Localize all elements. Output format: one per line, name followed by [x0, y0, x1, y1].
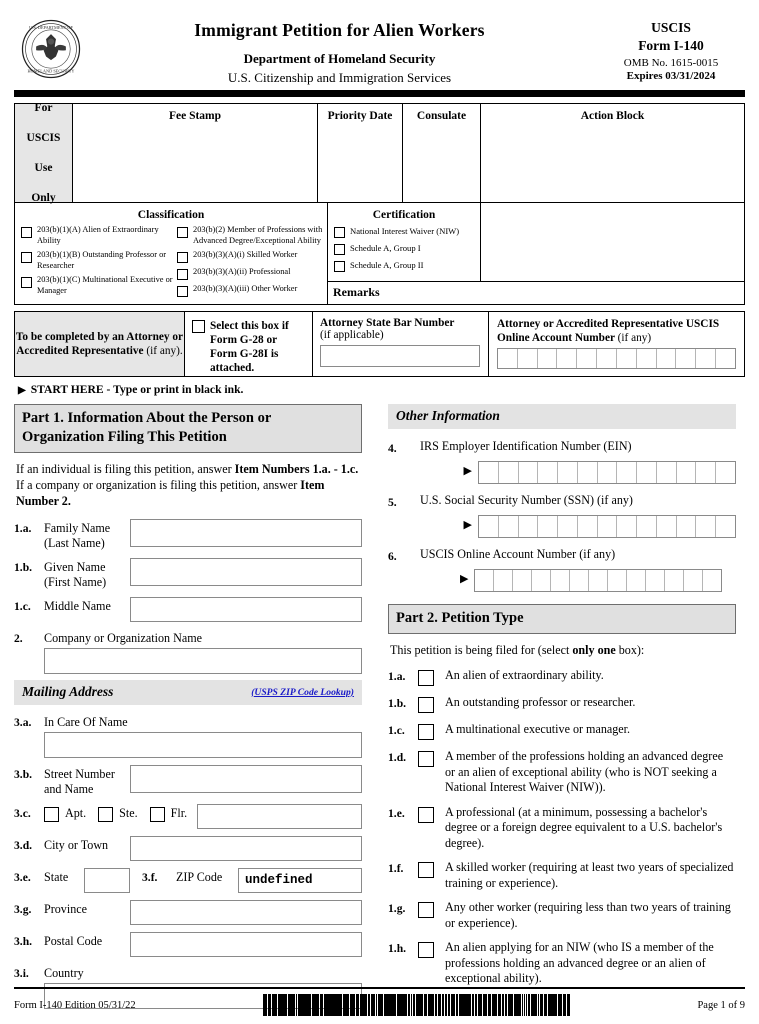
ste-checkbox-icon[interactable]: [98, 807, 113, 822]
cell[interactable]: [617, 516, 637, 537]
checkbox-icon[interactable]: [21, 252, 32, 263]
certification-section: [328, 203, 481, 281]
item-number: 3.d.: [14, 839, 33, 852]
field-unit-type: [14, 804, 362, 829]
field-country: [14, 964, 362, 981]
item-number: 1.g.: [388, 902, 406, 915]
checkbox-icon[interactable]: [418, 807, 434, 823]
state-label: State: [44, 870, 69, 884]
state-input[interactable]: [84, 868, 130, 893]
uscis-use-only-block: [14, 103, 745, 305]
petition-type-option[interactable]: [388, 805, 736, 852]
classification-option[interactable]: [177, 284, 323, 297]
ste-label: Ste.: [119, 806, 138, 820]
attorney-section: [14, 311, 745, 377]
part2-instruction: [390, 642, 734, 658]
petition-type-option[interactable]: [388, 940, 736, 987]
for-line-3: Use: [34, 161, 53, 174]
cell[interactable]: [637, 462, 657, 483]
header-titles: [82, 16, 597, 86]
classification-certification-row: [15, 202, 744, 304]
item-number: 1.b.: [388, 697, 407, 710]
field-ein: [388, 439, 736, 484]
checkbox-icon[interactable]: [192, 320, 205, 333]
cell[interactable]: [519, 516, 539, 537]
cell[interactable]: [637, 349, 657, 368]
part2-heading: Part 2. Petition Type: [388, 604, 736, 634]
field-ssn: [388, 493, 736, 538]
field-uscis-online-account: [388, 547, 736, 592]
checkbox-icon[interactable]: [418, 862, 434, 878]
cell[interactable]: [617, 462, 637, 483]
form-barcode: [263, 994, 571, 1016]
option-label: An alien of extraordinary ability.: [445, 668, 604, 682]
page-title: Immigrant Petition for Alien Workers: [194, 20, 485, 40]
cell[interactable]: [716, 462, 735, 483]
checkbox-icon[interactable]: [418, 697, 434, 713]
item-number: 1.a.: [14, 522, 32, 535]
triangle-right-icon: ▶: [18, 385, 26, 396]
province-input[interactable]: [130, 900, 362, 925]
footer-divider: [14, 987, 745, 990]
item-number: 3.h.: [14, 935, 33, 948]
field-label: USCIS Online Account Number (if any): [420, 547, 616, 561]
classification-option-label: 203(b)(3)(A)(i) Skilled Worker: [193, 250, 298, 259]
checkbox-icon[interactable]: [418, 751, 434, 767]
instr-seg-2: only one: [572, 643, 616, 657]
consulate-cell[interactable]: [403, 104, 481, 202]
cell[interactable]: [657, 516, 677, 537]
classification-option[interactable]: [21, 225, 175, 246]
cell[interactable]: [499, 462, 519, 483]
in-care-of-input[interactable]: [44, 732, 362, 758]
triangle-right-icon: ▶: [460, 572, 469, 585]
mailing-address-title: Mailing Address: [22, 684, 114, 699]
remarks-label: Remarks: [333, 285, 380, 299]
for-uscis-use-only-label: [15, 101, 73, 204]
field-label: City or Town: [44, 838, 109, 852]
usps-zip-lookup-link[interactable]: (USPS ZIP Code Lookup): [251, 686, 354, 698]
attorney-instruction: [15, 312, 185, 376]
cell[interactable]: [494, 570, 513, 591]
cell[interactable]: [538, 349, 558, 368]
street-input[interactable]: [130, 765, 362, 793]
instr-seg-4: Item Number 2.: [16, 478, 325, 508]
petition-type-option[interactable]: [388, 668, 736, 686]
checkbox-icon[interactable]: [334, 227, 345, 238]
classification-option-label: 203(b)(1)(B) Outstanding Professor or Researcher: [37, 250, 167, 270]
cell[interactable]: [513, 570, 532, 591]
cell[interactable]: [558, 462, 578, 483]
org-label: USCIS: [651, 20, 691, 35]
cell[interactable]: [570, 570, 589, 591]
svg-text:HOMELAND SECURITY: HOMELAND SECURITY: [27, 68, 75, 74]
instr-seg-3: box):: [615, 643, 645, 657]
item-number: 1.c.: [14, 600, 31, 613]
cell[interactable]: [598, 516, 618, 537]
checkbox-icon[interactable]: [177, 269, 188, 280]
dhs-seal-icon: [20, 18, 82, 80]
field-label: In Care Of Name: [44, 715, 128, 729]
field-in-care-of: [14, 713, 362, 730]
cell[interactable]: [657, 462, 677, 483]
cell[interactable]: [558, 516, 578, 537]
cell[interactable]: [627, 570, 646, 591]
checkbox-icon[interactable]: [418, 724, 434, 740]
checkbox-icon[interactable]: [177, 252, 188, 263]
page-number: Page 1 of 9: [697, 999, 745, 1011]
cell[interactable]: [479, 462, 499, 483]
agency-name: Department of Homeland Security: [243, 51, 436, 66]
form-meta: [597, 16, 745, 82]
ein-input[interactable]: [478, 461, 736, 484]
cell[interactable]: [677, 516, 697, 537]
cell[interactable]: [577, 349, 597, 368]
petition-type-option[interactable]: [388, 900, 736, 931]
label-line-1: Given Name: [44, 560, 106, 574]
item-number: 6.: [388, 550, 397, 563]
classification-option-label: 203(b)(3)(A)(ii) Professional: [193, 267, 291, 276]
cell[interactable]: [532, 570, 551, 591]
field-label: Middle Name: [44, 599, 111, 613]
classification-title: Classification: [137, 209, 205, 221]
checkbox-icon[interactable]: [418, 670, 434, 686]
checkbox-icon[interactable]: [21, 227, 32, 238]
classification-option[interactable]: [21, 250, 175, 271]
field-label: Province: [44, 902, 87, 916]
field-postal-code: [14, 932, 362, 957]
attorney-instruction-suffix: (if any).: [146, 345, 183, 357]
cell[interactable]: [578, 462, 598, 483]
zip-label: ZIP Code: [176, 870, 223, 884]
form-number: Form I-140: [638, 38, 704, 53]
uscis-online-account-input[interactable]: [474, 569, 722, 592]
certification-option[interactable]: [334, 225, 480, 238]
unit-number-input[interactable]: [197, 804, 362, 829]
field-company-name: [14, 629, 362, 646]
field-city: [14, 836, 362, 861]
cell[interactable]: [696, 349, 716, 368]
item-number: 1.c.: [388, 724, 405, 737]
cell[interactable]: [538, 516, 558, 537]
g28-checkbox-group[interactable]: [185, 312, 313, 376]
cell[interactable]: [676, 349, 696, 368]
start-here-note: [18, 383, 745, 396]
svg-text:U.S. DEPARTMENT OF: U.S. DEPARTMENT OF: [29, 25, 73, 31]
item-number: 3.c.: [14, 807, 31, 820]
checkbox-icon[interactable]: [418, 942, 434, 958]
item-number: 1.h.: [388, 942, 407, 955]
fee-stamp-cell[interactable]: [73, 104, 318, 202]
flr-checkbox-icon[interactable]: [150, 807, 165, 822]
item-number: 3.g.: [14, 903, 32, 916]
left-column: [14, 404, 362, 1009]
triangle-right-icon: ▶: [463, 518, 472, 531]
classification-option[interactable]: [177, 250, 323, 263]
classification-option[interactable]: [177, 267, 323, 280]
mailing-address-heading: [14, 680, 362, 705]
checkbox-icon[interactable]: [177, 286, 188, 297]
cell[interactable]: [696, 516, 716, 537]
field-street: [14, 765, 362, 797]
label-line-2: (Last Name): [44, 536, 105, 550]
classification-option[interactable]: [21, 275, 175, 296]
apt-label: Apt.: [65, 806, 87, 820]
classification-option-label: 203(b)(3)(A)(iii) Other Worker: [193, 284, 298, 293]
item-number: 1.e.: [388, 806, 405, 820]
cell[interactable]: [696, 462, 716, 483]
classification-right-column: [175, 221, 323, 300]
start-here-text: START HERE - Type or print in black ink.: [30, 383, 244, 396]
action-block-body[interactable]: [481, 203, 744, 281]
attorney-online-account-group: [489, 312, 744, 376]
item-number: 1.f.: [388, 862, 404, 875]
page-header: [14, 0, 745, 86]
checkbox-icon[interactable]: [21, 277, 32, 288]
item-number: 5.: [388, 496, 397, 509]
cell[interactable]: [657, 349, 677, 368]
priority-date-label: Priority Date: [327, 110, 393, 122]
field-label: [44, 558, 130, 590]
item-number: 2.: [14, 632, 23, 645]
cell[interactable]: [646, 570, 665, 591]
checkbox-icon[interactable]: [334, 244, 345, 255]
apt-checkbox-icon[interactable]: [44, 807, 59, 822]
consulate-label: Consulate: [416, 110, 467, 122]
item-number: 1.d.: [388, 751, 407, 764]
page-footer: [14, 987, 745, 1017]
item-number: 3.e.: [14, 871, 31, 884]
cell[interactable]: [498, 349, 518, 368]
action-block-label: Action Block: [580, 110, 645, 122]
cell[interactable]: [589, 570, 608, 591]
classification-option-label: 203(b)(2) Member of Professions with Advanced Degree/Exceptional Ability: [193, 225, 323, 245]
petition-type-option[interactable]: [388, 722, 736, 740]
label-line-1: Family Name: [44, 521, 111, 535]
option-label: A professional (at a minimum, possessing a bachelor's degree or a foreign degree equivalent to a U.S. bachelor's degree).: [445, 804, 723, 850]
cell[interactable]: [617, 349, 637, 368]
field-state-zip: [14, 868, 362, 893]
cell[interactable]: [597, 349, 617, 368]
instr-seg-3: If a company or organization is filing this petition, answer: [16, 478, 301, 492]
field-label: [44, 765, 130, 797]
cell[interactable]: [598, 462, 618, 483]
certification-title: Certification: [372, 209, 436, 221]
cell[interactable]: [475, 570, 494, 591]
ssn-input[interactable]: [478, 515, 736, 538]
cell[interactable]: [665, 570, 684, 591]
triangle-right-icon: ▶: [463, 464, 472, 477]
form-edition: Form I-140 Edition 05/31/22: [14, 999, 136, 1011]
for-line-2: USCIS: [26, 131, 61, 144]
option-label: An alien applying for an NIW (who IS a member of the professions holding an advanced degree or an alien of exceptional ability).: [445, 940, 714, 985]
instr-seg-1: This petition is being filed for (select: [390, 643, 573, 657]
label-line-1: Street Number: [44, 767, 115, 781]
other-information-title: Other Information: [396, 408, 500, 423]
checkbox-icon[interactable]: [418, 902, 434, 918]
city-input[interactable]: [130, 836, 362, 861]
cell[interactable]: [479, 516, 499, 537]
right-column: [388, 404, 736, 1009]
cell[interactable]: [538, 462, 558, 483]
attorney-bar-number-note: (if applicable): [320, 329, 384, 341]
form-body: [14, 404, 745, 1009]
omb-number: OMB No. 1615-0015: [623, 57, 719, 69]
flr-label: Flr.: [170, 806, 188, 820]
part1-heading: Part 1. Information About the Person or Organization Filing This Petition: [14, 404, 362, 453]
option-label: A multinational executive or manager.: [445, 722, 631, 736]
middle-name-input[interactable]: [130, 597, 362, 622]
field-label: [44, 519, 130, 551]
attorney-instruction-text: [15, 330, 184, 358]
item-number: 3.f.: [142, 871, 158, 884]
option-label: A member of the professions holding an advanced degree or an alien of exceptional ability (who is NOT seeking a National Interest Waiver (NIW)).: [445, 749, 724, 794]
petition-type-option[interactable]: [388, 860, 736, 891]
cell[interactable]: [637, 516, 657, 537]
item-number: 3.i.: [14, 967, 29, 980]
option-label: An outstanding professor or researcher.: [445, 695, 636, 709]
given-name-input[interactable]: [130, 558, 362, 586]
field-middle-name: [14, 597, 362, 622]
attorney-bar-number-group: [313, 312, 489, 376]
certification-option-label: Schedule A, Group II: [350, 260, 424, 271]
certification-option-label: National Interest Waiver (NIW): [350, 226, 460, 237]
priority-date-cell[interactable]: [318, 104, 403, 202]
field-province: [14, 900, 362, 925]
checkbox-icon[interactable]: [177, 227, 188, 238]
cell[interactable]: [578, 516, 598, 537]
cell[interactable]: [551, 570, 570, 591]
for-line-1: For: [34, 101, 53, 114]
classification-option[interactable]: [177, 225, 323, 246]
expiration-date: Expires 03/31/2024: [626, 70, 716, 82]
label-line-2: and Name: [44, 782, 94, 796]
cell[interactable]: [684, 570, 703, 591]
cell[interactable]: [716, 349, 735, 368]
fee-stamp-label: Fee Stamp: [168, 110, 222, 122]
item-number: 1.b.: [14, 561, 33, 574]
zip-code-input[interactable]: undefined: [238, 868, 362, 893]
label-line-2: (First Name): [44, 575, 107, 589]
field-label: Company or Organization Name: [44, 631, 202, 645]
company-name-input[interactable]: [44, 648, 362, 674]
postal-code-input[interactable]: [130, 932, 362, 957]
classification-option-label: 203(b)(1)(A) Alien of Extraordinary Ability: [37, 225, 159, 245]
field-given-name: [14, 558, 362, 590]
g28-checkbox-label: Select this box if Form G-28 or Form G-28I is attached.: [210, 320, 289, 374]
attorney-bar-number-label: Attorney State Bar Number: [320, 317, 455, 329]
cell[interactable]: [499, 516, 519, 537]
attorney-online-account-title: Attorney or Accredited Representative USCIS Online Account Number: [497, 318, 720, 344]
cell[interactable]: [703, 570, 721, 591]
instr-seg-2: Item Numbers 1.a. - 1.c.: [234, 462, 359, 476]
cell[interactable]: [608, 570, 627, 591]
attorney-online-account-input[interactable]: [497, 348, 736, 369]
attorney-online-account-note: (if any): [617, 332, 652, 344]
item-number: 3.b.: [14, 768, 33, 781]
stamp-row: [15, 101, 744, 204]
item-number: 4.: [388, 442, 397, 455]
cell[interactable]: [716, 516, 735, 537]
remarks-section[interactable]: [328, 281, 744, 304]
field-label: IRS Employer Identification Number (EIN): [420, 439, 632, 453]
classification-left-column: [19, 221, 175, 300]
cell[interactable]: [519, 462, 539, 483]
action-block-cell[interactable]: [481, 104, 744, 202]
other-information-heading: [388, 404, 736, 429]
subagency-name: U.S. Citizenship and Immigration Services: [227, 70, 452, 85]
instr-seg-1: If an individual is filing this petition, answer: [16, 462, 235, 476]
family-name-input[interactable]: [130, 519, 362, 547]
item-number: 1.a.: [388, 670, 406, 683]
field-label: U.S. Social Security Number (SSN) (if any): [420, 493, 633, 507]
attorney-online-account-label: [497, 317, 736, 345]
header-divider: [14, 90, 745, 97]
cell[interactable]: [518, 349, 538, 368]
option-label: A skilled worker (requiring at least two years of specialized training or experience).: [445, 860, 734, 890]
attorney-bar-number-input[interactable]: [320, 345, 480, 367]
field-family-name: [14, 519, 362, 551]
cell[interactable]: [677, 462, 697, 483]
certification-option-label: Schedule A, Group I: [350, 243, 421, 254]
field-label: Postal Code: [44, 934, 103, 948]
petition-type-option[interactable]: [388, 695, 736, 713]
checkbox-icon[interactable]: [334, 261, 345, 272]
for-line-4: Only: [31, 191, 56, 204]
certification-option[interactable]: [334, 242, 480, 255]
attorney-instruction-main: To be completed by an Attorney or Accredited Representative: [15, 331, 184, 357]
field-label: Country: [44, 966, 84, 980]
item-number: 3.a.: [14, 716, 32, 729]
classification-section: [15, 203, 328, 304]
petition-type-option[interactable]: [388, 749, 736, 796]
certification-option[interactable]: [334, 259, 480, 272]
cell[interactable]: [557, 349, 577, 368]
classification-option-label: 203(b)(1)(C) Multinational Executive or Manager: [37, 275, 173, 295]
option-label: Any other worker (requiring less than two years of training or experience).: [445, 900, 731, 930]
part1-instruction: [16, 461, 360, 509]
